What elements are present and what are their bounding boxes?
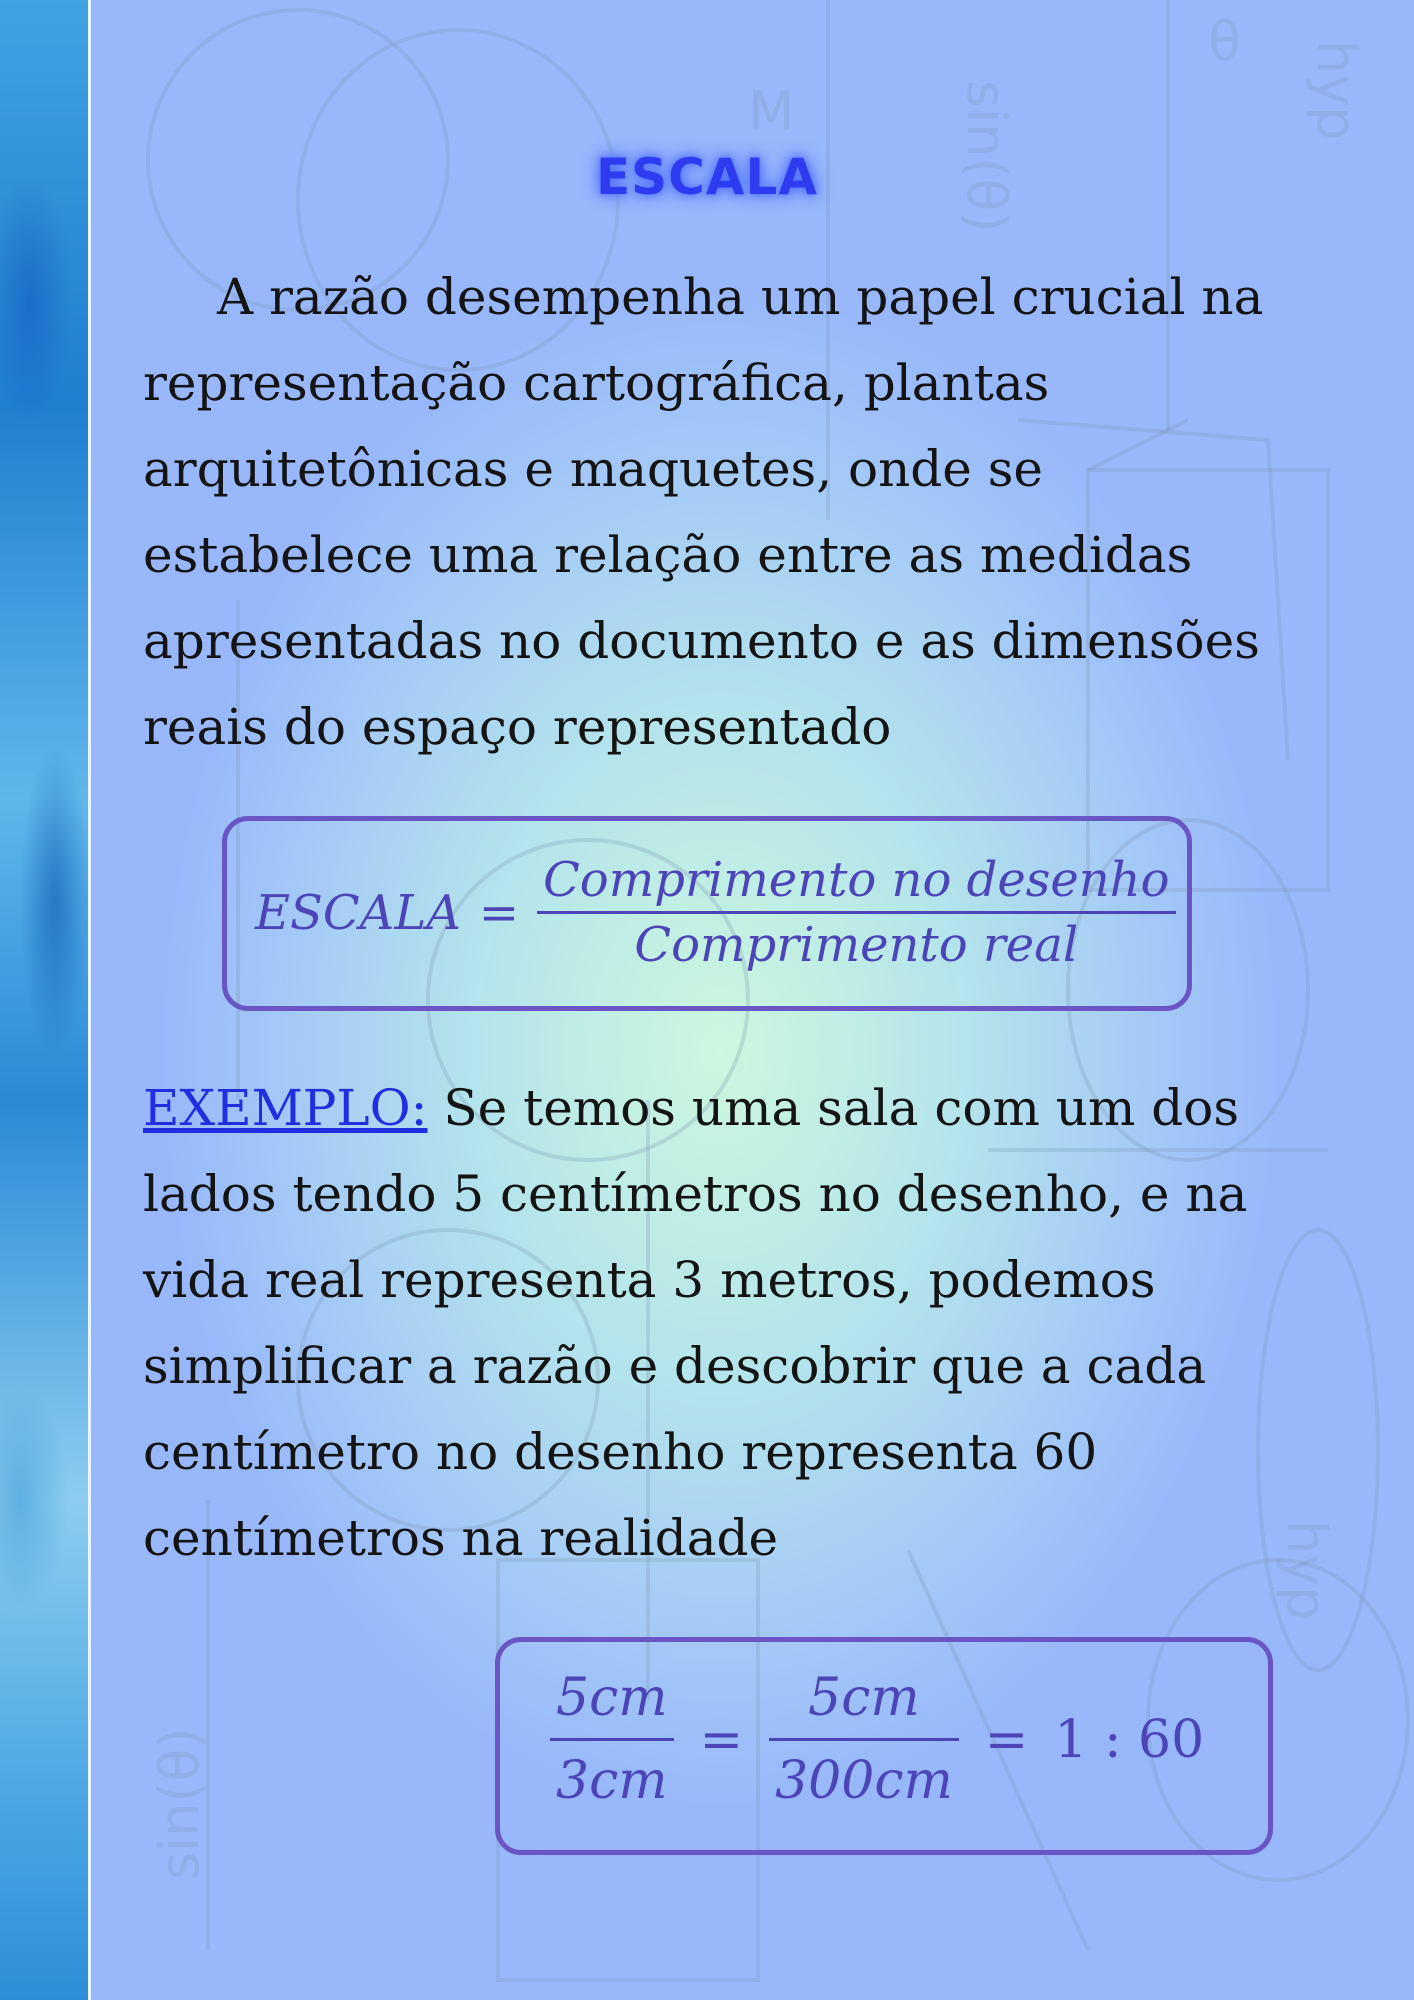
fraction-1-denominator: 3cm <box>556 1751 668 1811</box>
svg-text:θ: θ <box>1208 10 1242 73</box>
svg-text:hyp: hyp <box>1275 1520 1338 1621</box>
example-formula <box>550 1658 1204 1821</box>
formula-lhs: ESCALA <box>255 884 461 941</box>
svg-text:sin(θ): sin(θ) <box>148 1727 211 1880</box>
equals-sign-2: = <box>984 1709 1029 1770</box>
page-title: ESCALA <box>595 148 819 206</box>
fraction-1-numerator: 5cm <box>556 1668 668 1728</box>
svg-text:sin(θ): sin(θ) <box>955 80 1018 233</box>
svg-text:M: M <box>748 80 795 143</box>
formula-fraction <box>537 849 1175 976</box>
example-fraction-1 <box>550 1658 674 1821</box>
svg-text:hyp: hyp <box>1305 40 1368 141</box>
fraction-2-numerator: 5cm <box>808 1668 920 1728</box>
formula-numerator: Comprimento no desenho <box>543 852 1170 908</box>
formula-equals: = <box>478 884 520 941</box>
example-fraction-2 <box>769 1658 959 1821</box>
equals-sign-1: = <box>699 1709 744 1770</box>
fraction-2-denominator: 300cm <box>775 1751 953 1811</box>
formula-denominator: Comprimento real <box>634 917 1079 973</box>
example-formula-box <box>495 1637 1273 1855</box>
scale-formula <box>255 849 1176 976</box>
intro-paragraph: A razão desempenha um papel crucial na representação cartográfica, plantas arquitetônicas e maquetes, onde se estabelece uma relação entre as medidas apresentadas no documento e as dimensões reais do espaço representado <box>143 268 1264 756</box>
example-label: EXEMPLO: <box>143 1079 428 1137</box>
scale-formula-box <box>222 816 1192 1011</box>
example-paragraph <box>143 1065 1283 1581</box>
scale-ratio: 1 : 60 <box>1054 1709 1205 1770</box>
watercolor-strip <box>0 0 91 2000</box>
example-text: Se temos uma sala com um dos lados tendo 5 centímetros no desenho, e na vida real representa 3 metros, podemos simplificar a razão e descobrir que a cada centímetro no desenho representa 60 centímetros na realidade <box>143 1079 1248 1567</box>
